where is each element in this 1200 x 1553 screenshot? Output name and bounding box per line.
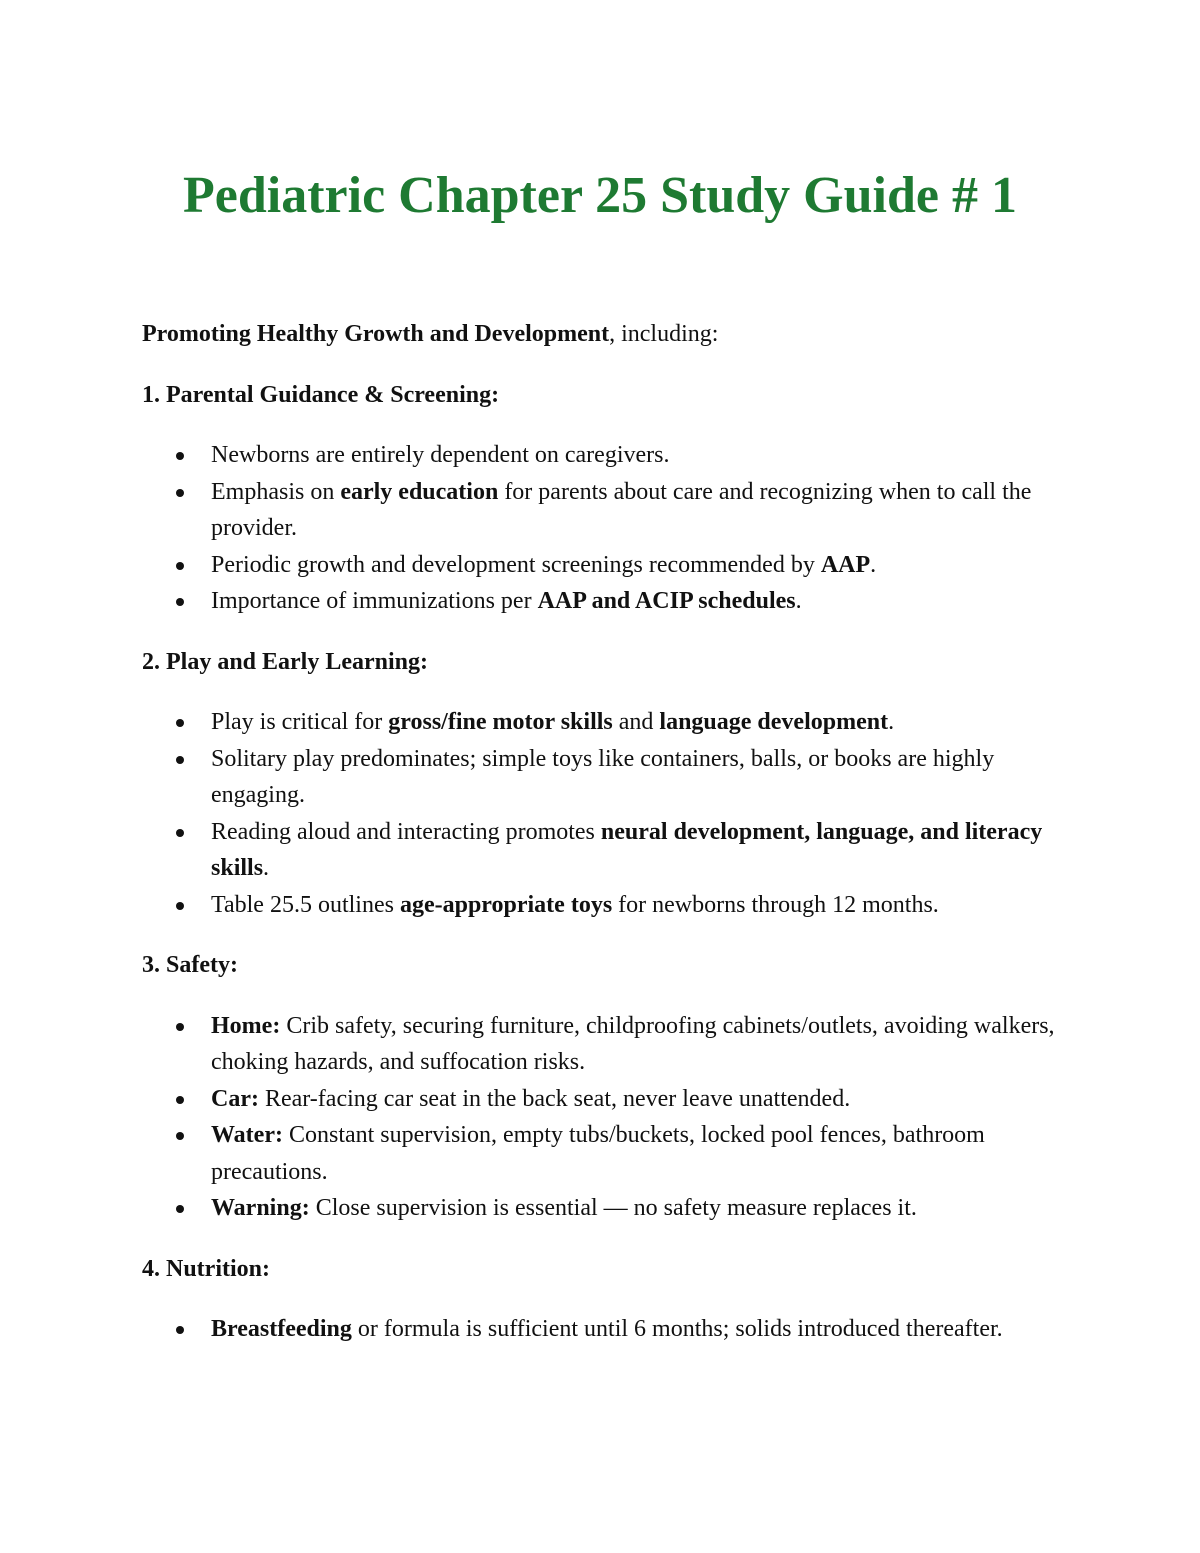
text-run: Newborns are entirely dependent on caregivers. — [211, 442, 670, 468]
bullet-icon — [176, 1023, 184, 1031]
document-title: Pediatric Chapter 25 Study Guide # 1 — [183, 167, 1017, 224]
bullet-item — [142, 814, 1062, 887]
bullet-item — [142, 704, 1062, 741]
bold-text: Warning: — [211, 1195, 310, 1221]
bullet-list — [142, 437, 1062, 620]
text-run: . — [870, 551, 877, 578]
text-run: . — [263, 855, 270, 881]
bold-text: Car: — [211, 1085, 259, 1112]
text-run: for parents about care and recognizing when to call the provider. — [211, 478, 1032, 541]
bullet-icon — [176, 1096, 184, 1104]
bold-text: early education — [340, 478, 499, 505]
bullet-item — [142, 887, 1062, 924]
bullet-item — [142, 474, 1062, 547]
text-run: Emphasis on — [211, 478, 341, 505]
intro-line — [142, 316, 1062, 353]
bullet-icon — [176, 756, 184, 764]
text-run: Solitary play predominates; simple toys like containers, balls, or books are highly engaging. — [211, 745, 995, 808]
intro-suffix: , including: — [609, 321, 719, 347]
section-heading: 2. Play and Early Learning: — [142, 648, 429, 675]
text-run: Periodic growth and development screenings recommended by — [211, 551, 821, 578]
bullet-icon — [176, 489, 184, 497]
bold-text: language development — [659, 709, 889, 735]
text-run: Rear-facing car seat in the back seat, never leave unattended. — [258, 1085, 851, 1112]
text-run: Table 25.5 outlines — [211, 891, 400, 918]
document-body — [142, 316, 1062, 1348]
bold-text: gross/fine motor skills — [388, 709, 613, 735]
bullet-item — [142, 1190, 1062, 1227]
bold-text: Water: — [211, 1122, 283, 1148]
text-run: . — [888, 709, 895, 735]
bullet-icon — [176, 452, 184, 460]
bullet-item — [142, 437, 1062, 474]
bullet-item — [142, 1311, 1062, 1348]
text-run: Reading aloud and interacting promotes — [211, 818, 601, 845]
bullet-icon — [176, 562, 184, 570]
text-run: Constant supervision, empty tubs/buckets, locked pool fences, bathroom precautions. — [211, 1122, 985, 1185]
bold-text: AAP and ACIP schedules — [537, 588, 796, 614]
bullet-icon — [176, 598, 184, 606]
bold-text: neural development, language, and literacy skills — [211, 818, 1043, 881]
bullet-item — [142, 741, 1062, 814]
text-run: . — [795, 588, 802, 614]
intro-topic: Promoting Healthy Growth and Development — [142, 321, 610, 347]
section-heading: 4. Nutrition: — [142, 1255, 270, 1282]
text-run: Crib safety, securing furniture, childproofing cabinets/outlets, avoiding walkers, choking hazards, and suffocation risks. — [211, 1012, 1055, 1075]
text-run: for newborns through 12 months. — [612, 891, 939, 918]
bullet-icon — [176, 719, 184, 727]
text-run: and — [612, 709, 660, 735]
bold-text: Home: — [211, 1012, 281, 1039]
bullet-icon — [176, 1132, 184, 1140]
text-run: or formula is sufficient until 6 months; solids introduced thereafter. — [351, 1316, 1003, 1342]
bullet-icon — [176, 829, 184, 837]
bullet-list — [142, 1311, 1062, 1348]
bold-text: Breastfeeding — [211, 1316, 352, 1342]
section-heading: 3. Safety: — [142, 952, 238, 978]
bullet-icon — [176, 902, 184, 910]
bullet-icon — [176, 1205, 184, 1213]
bullet-icon — [176, 1326, 184, 1334]
bullet-item — [142, 583, 1062, 620]
bullet-list — [142, 1008, 1062, 1227]
bullet-item — [142, 547, 1062, 584]
text-run: Play is critical for — [211, 709, 389, 735]
bullet-item — [142, 1117, 1062, 1190]
bullet-list — [142, 704, 1062, 923]
bullet-item — [142, 1081, 1062, 1118]
bold-text: AAP — [820, 551, 871, 578]
bold-text: age-appropriate toys — [399, 891, 613, 918]
sections-container — [142, 377, 1062, 1348]
text-run: Close supervision is essential — no safety measure replaces it. — [309, 1195, 917, 1221]
bullet-item — [142, 1008, 1062, 1081]
text-run: Importance of immunizations per — [211, 588, 538, 614]
section-heading: 1. Parental Guidance & Screening: — [142, 381, 500, 408]
